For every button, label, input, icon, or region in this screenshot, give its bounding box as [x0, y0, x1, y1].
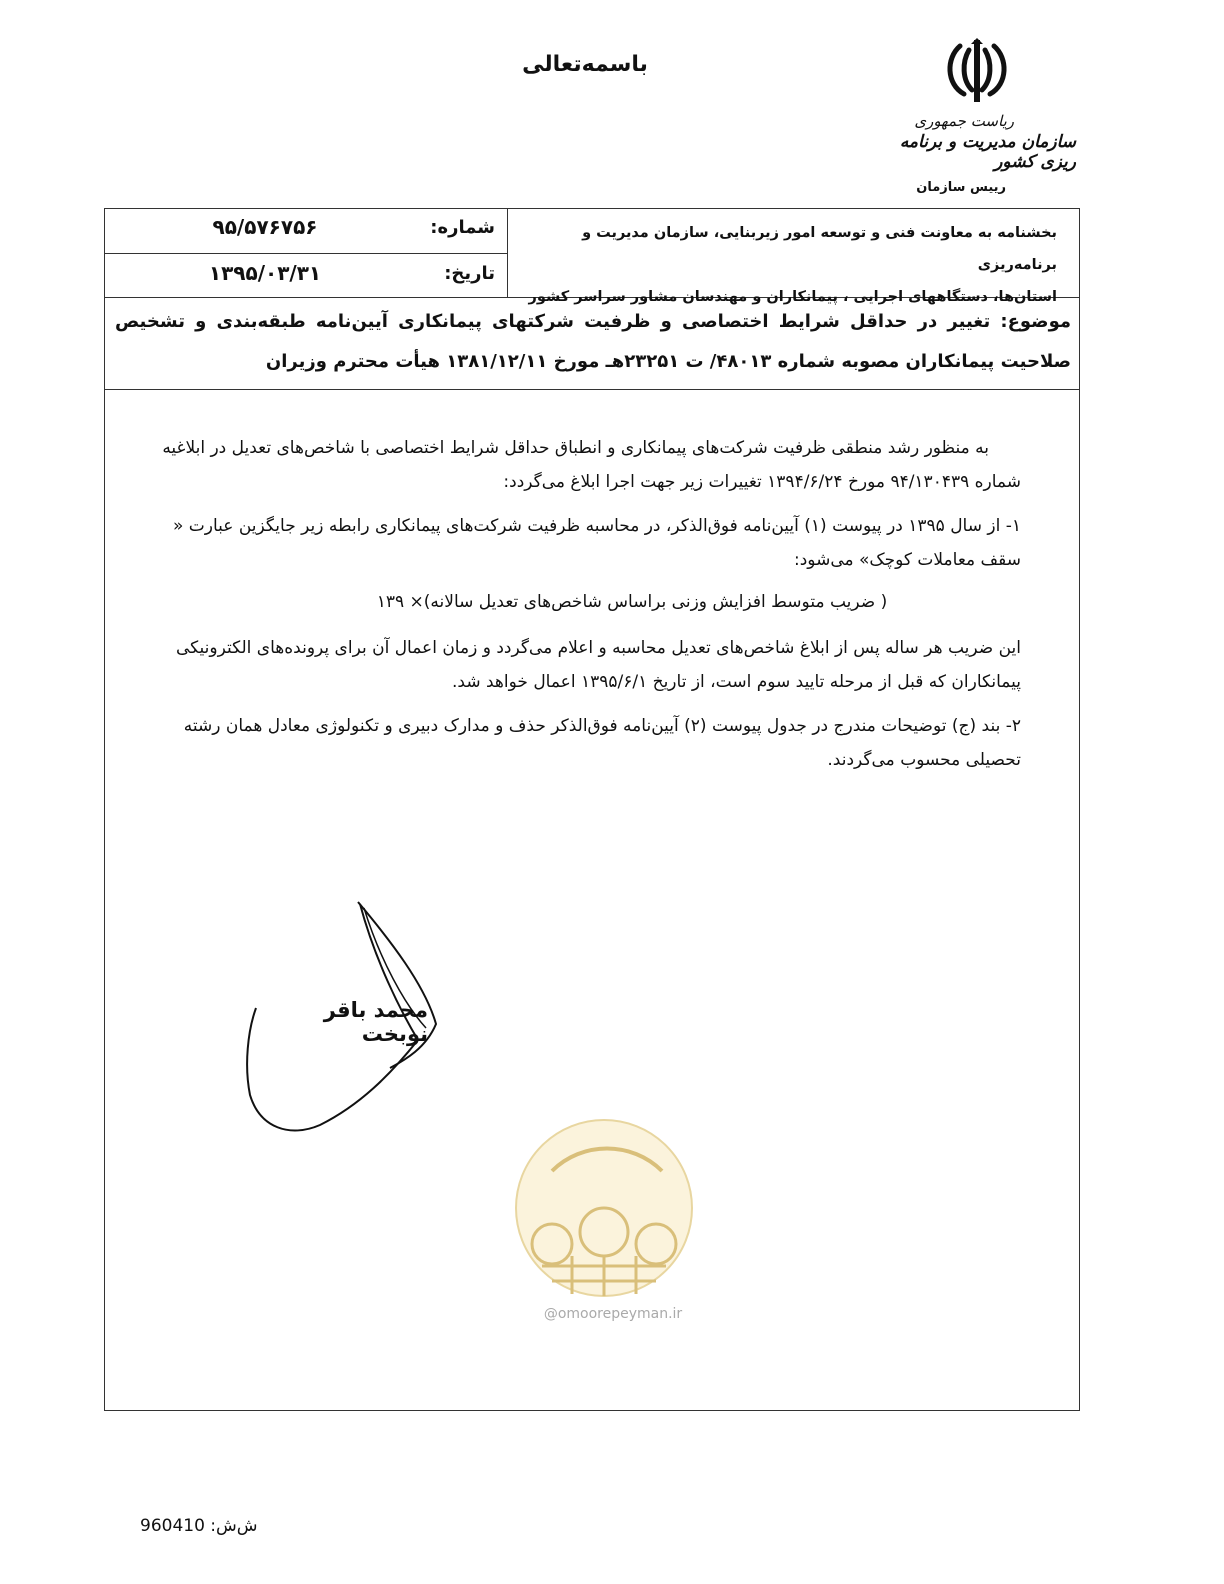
iran-emblem-icon	[938, 36, 1016, 108]
signer-name: محمد باقر نوبخت	[323, 998, 428, 1046]
number-value: ۹۵/۵۷۶۷۵۶	[212, 215, 318, 239]
body-item-2: ۲- بند (ج) توضیحات مندرج در جدول پیوست (۲) آیین‌نامه فوق‌الذکر حذف و مدارک دبیری و تکنولوژی معادل همان رشته تحصیلی محسوب می‌گردند.	[183, 716, 1021, 770]
body-paragraph: این ضریب هر ساله پس از ابلاغ شاخص‌های تعدیل محاسبه و اعلام می‌گردد و زمان اعمال آن برای پرونده‌های الکترونیکی پیمانکاران که قبل از مرحله تایید سوم است، از تاریخ ۱۳۹۵/۶/۱ اعمال خواهد شد.	[175, 638, 1021, 692]
date-value: ۱۳۹۵/۰۳/۳۱	[208, 261, 322, 285]
circular-line: استان‌ها، دستگاههای اجرایی ، پیمانکاران و مهندسان مشاور سراسر کشور	[528, 289, 1057, 305]
body-paragraph: به منظور رشد منطقی ظرفیت شرکت‌های پیمانکاری و انطباق حداقل شرایط اختصاصی با شاخص‌های تعدیل در ابلاغیه شماره ۹۴/۱۳۰۴۳۹ مورخ ۱۳۹۴/۶/۲۴ تغییرات زیر جهت اجرا ابلاغ می‌گردد:	[162, 438, 1021, 492]
circular-recipients	[507, 217, 1057, 313]
formula-line: ( ضریب متوسط افزایش وزنی براساس شاخص‌های تعدیل سالانه)× ۱۳۹	[376, 592, 888, 612]
watermark-site: @omoorepeyman.ir	[543, 1306, 683, 1322]
table-divider	[105, 253, 507, 254]
organization-block	[860, 112, 1076, 195]
body-item-1: ۱- از سال ۱۳۹۵ در پیوست (۱) آیین‌نامه فوق‌الذکر، در محاسبه ظرفیت شرکت‌های پیمانکاری رابطه زیر جایگزین عبارت « سقف معاملات کوچک» می‌شود:	[172, 516, 1021, 570]
table-divider	[105, 389, 1079, 390]
subject-line: موضوع: تغییر در حداقل شرایط اختصاصی و ظرفیت شرکتهای پیمانکاری آیین‌نامه طبقه‌بندی و تشخیص صلاحیت پیمانکاران مصوبه شماره ۴۸۰۱۳/ ت ۲۳۲۵۱هـ مورخ ۱۳۸۱/۱۲/۱۱ هیأت محترم وزیران	[115, 311, 1071, 372]
letter-body	[153, 431, 1021, 777]
bismillah-heading: باسمه‌تعالی	[522, 52, 648, 77]
number-label: شماره:	[430, 217, 495, 238]
watermark-logo-icon	[512, 1116, 696, 1300]
org-name: سازمان مدیریت و برنامه ریزی کشور	[899, 132, 1076, 172]
date-label: تاریخ:	[444, 263, 495, 284]
footer-code: ش‌ش: 960410	[140, 1516, 258, 1536]
org-head-title: رییس سازمان	[916, 180, 1006, 195]
org-presidency: ریاست جمهوری	[914, 112, 1014, 130]
circular-line: بخشنامه به معاونت فنی و توسعه امور زیربنایی، سازمان مدیریت و برنامه‌ریزی	[582, 225, 1057, 273]
